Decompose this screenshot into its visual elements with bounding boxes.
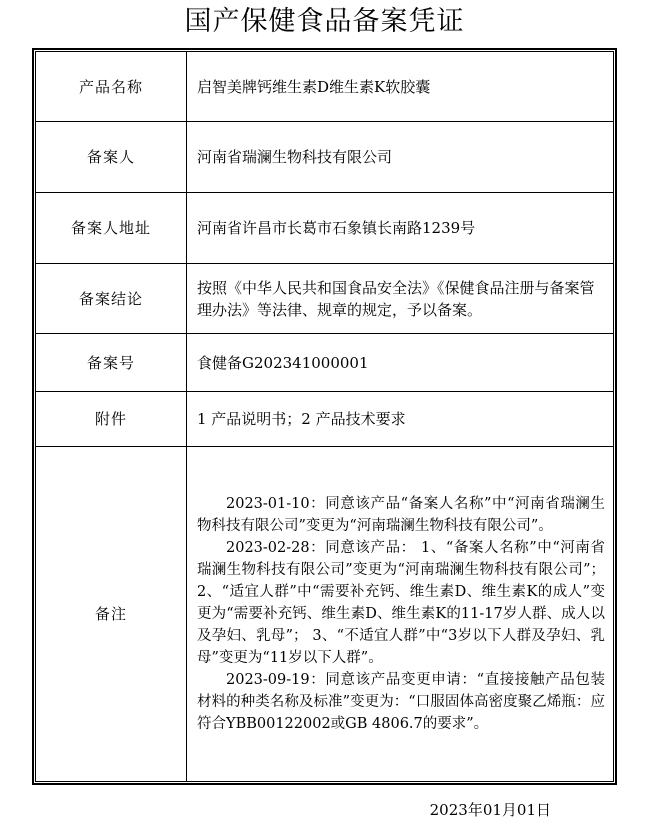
registration-number-value: 食健备G202341000001 <box>187 334 614 392</box>
registrant-address-value: 河南省许昌市长葛市石象镇长南路1239号 <box>187 193 614 264</box>
page-title: 国产保健食品备案凭证 <box>184 6 465 37</box>
remark-paragraph: 2023-09-19：同意该产品变更申请：“直接接触产品包装材料的种类名称及标准”变更为：“口服固体高密度聚乙烯瓶：应符合YBB00122002或GB 4806.7的要求”。 <box>197 672 605 732</box>
registrant-value: 河南省瑞澜生物科技有限公司 <box>187 122 614 193</box>
product-name-value: 启智美牌钙维生素D维生素K软胶囊 <box>187 52 614 122</box>
row-product-name <box>36 52 614 122</box>
row-registration-number <box>36 334 614 392</box>
row-attachments <box>36 392 614 447</box>
product-name-label: 产品名称 <box>36 52 187 122</box>
row-remarks <box>36 447 614 782</box>
registrant-address-label: 备案人地址 <box>36 193 187 264</box>
remarks-value <box>187 447 614 782</box>
conclusion-value: 按照《中华人民共和国食品安全法》《保健食品注册与备案管理办法》等法律、规章的规定，予以备案。 <box>187 264 614 334</box>
attachments-label: 附件 <box>36 392 187 447</box>
attachments-value: 1 产品说明书；2 产品技术要求 <box>187 392 614 447</box>
registrant-label: 备案人 <box>36 122 187 193</box>
registration-number-label: 备案号 <box>36 334 187 392</box>
issue-date: 2023年01月01日 <box>429 801 551 819</box>
remarks-label: 备注 <box>36 447 187 782</box>
remark-paragraph: 2023-01-10：同意该产品“备案人名称”中“河南省瑞澜生物科技有限公司”变更为“河南瑞澜生物科技有限公司”。 <box>197 496 605 534</box>
row-registrant-address <box>36 193 614 264</box>
conclusion-label: 备案结论 <box>36 264 187 334</box>
row-registrant <box>36 122 614 193</box>
remark-paragraph: 2023-02-28：同意该产品： 1、“备案人名称”中“河南省瑞澜生物科技有限公司”变更为“河南瑞澜生物科技有限公司”； 2、“适宜人群”中“需要补充钙、维生素D、维生素K的成人”变更为“需要补充钙、维生素D、维生素K的11-17岁人群、成人以及孕妇、乳母”； 3、“不适宜人群”中“3岁以下人群及孕妇、乳母”变更为“11岁以下人群”。 <box>197 540 605 666</box>
registration-table <box>35 51 614 782</box>
row-conclusion <box>36 264 614 334</box>
